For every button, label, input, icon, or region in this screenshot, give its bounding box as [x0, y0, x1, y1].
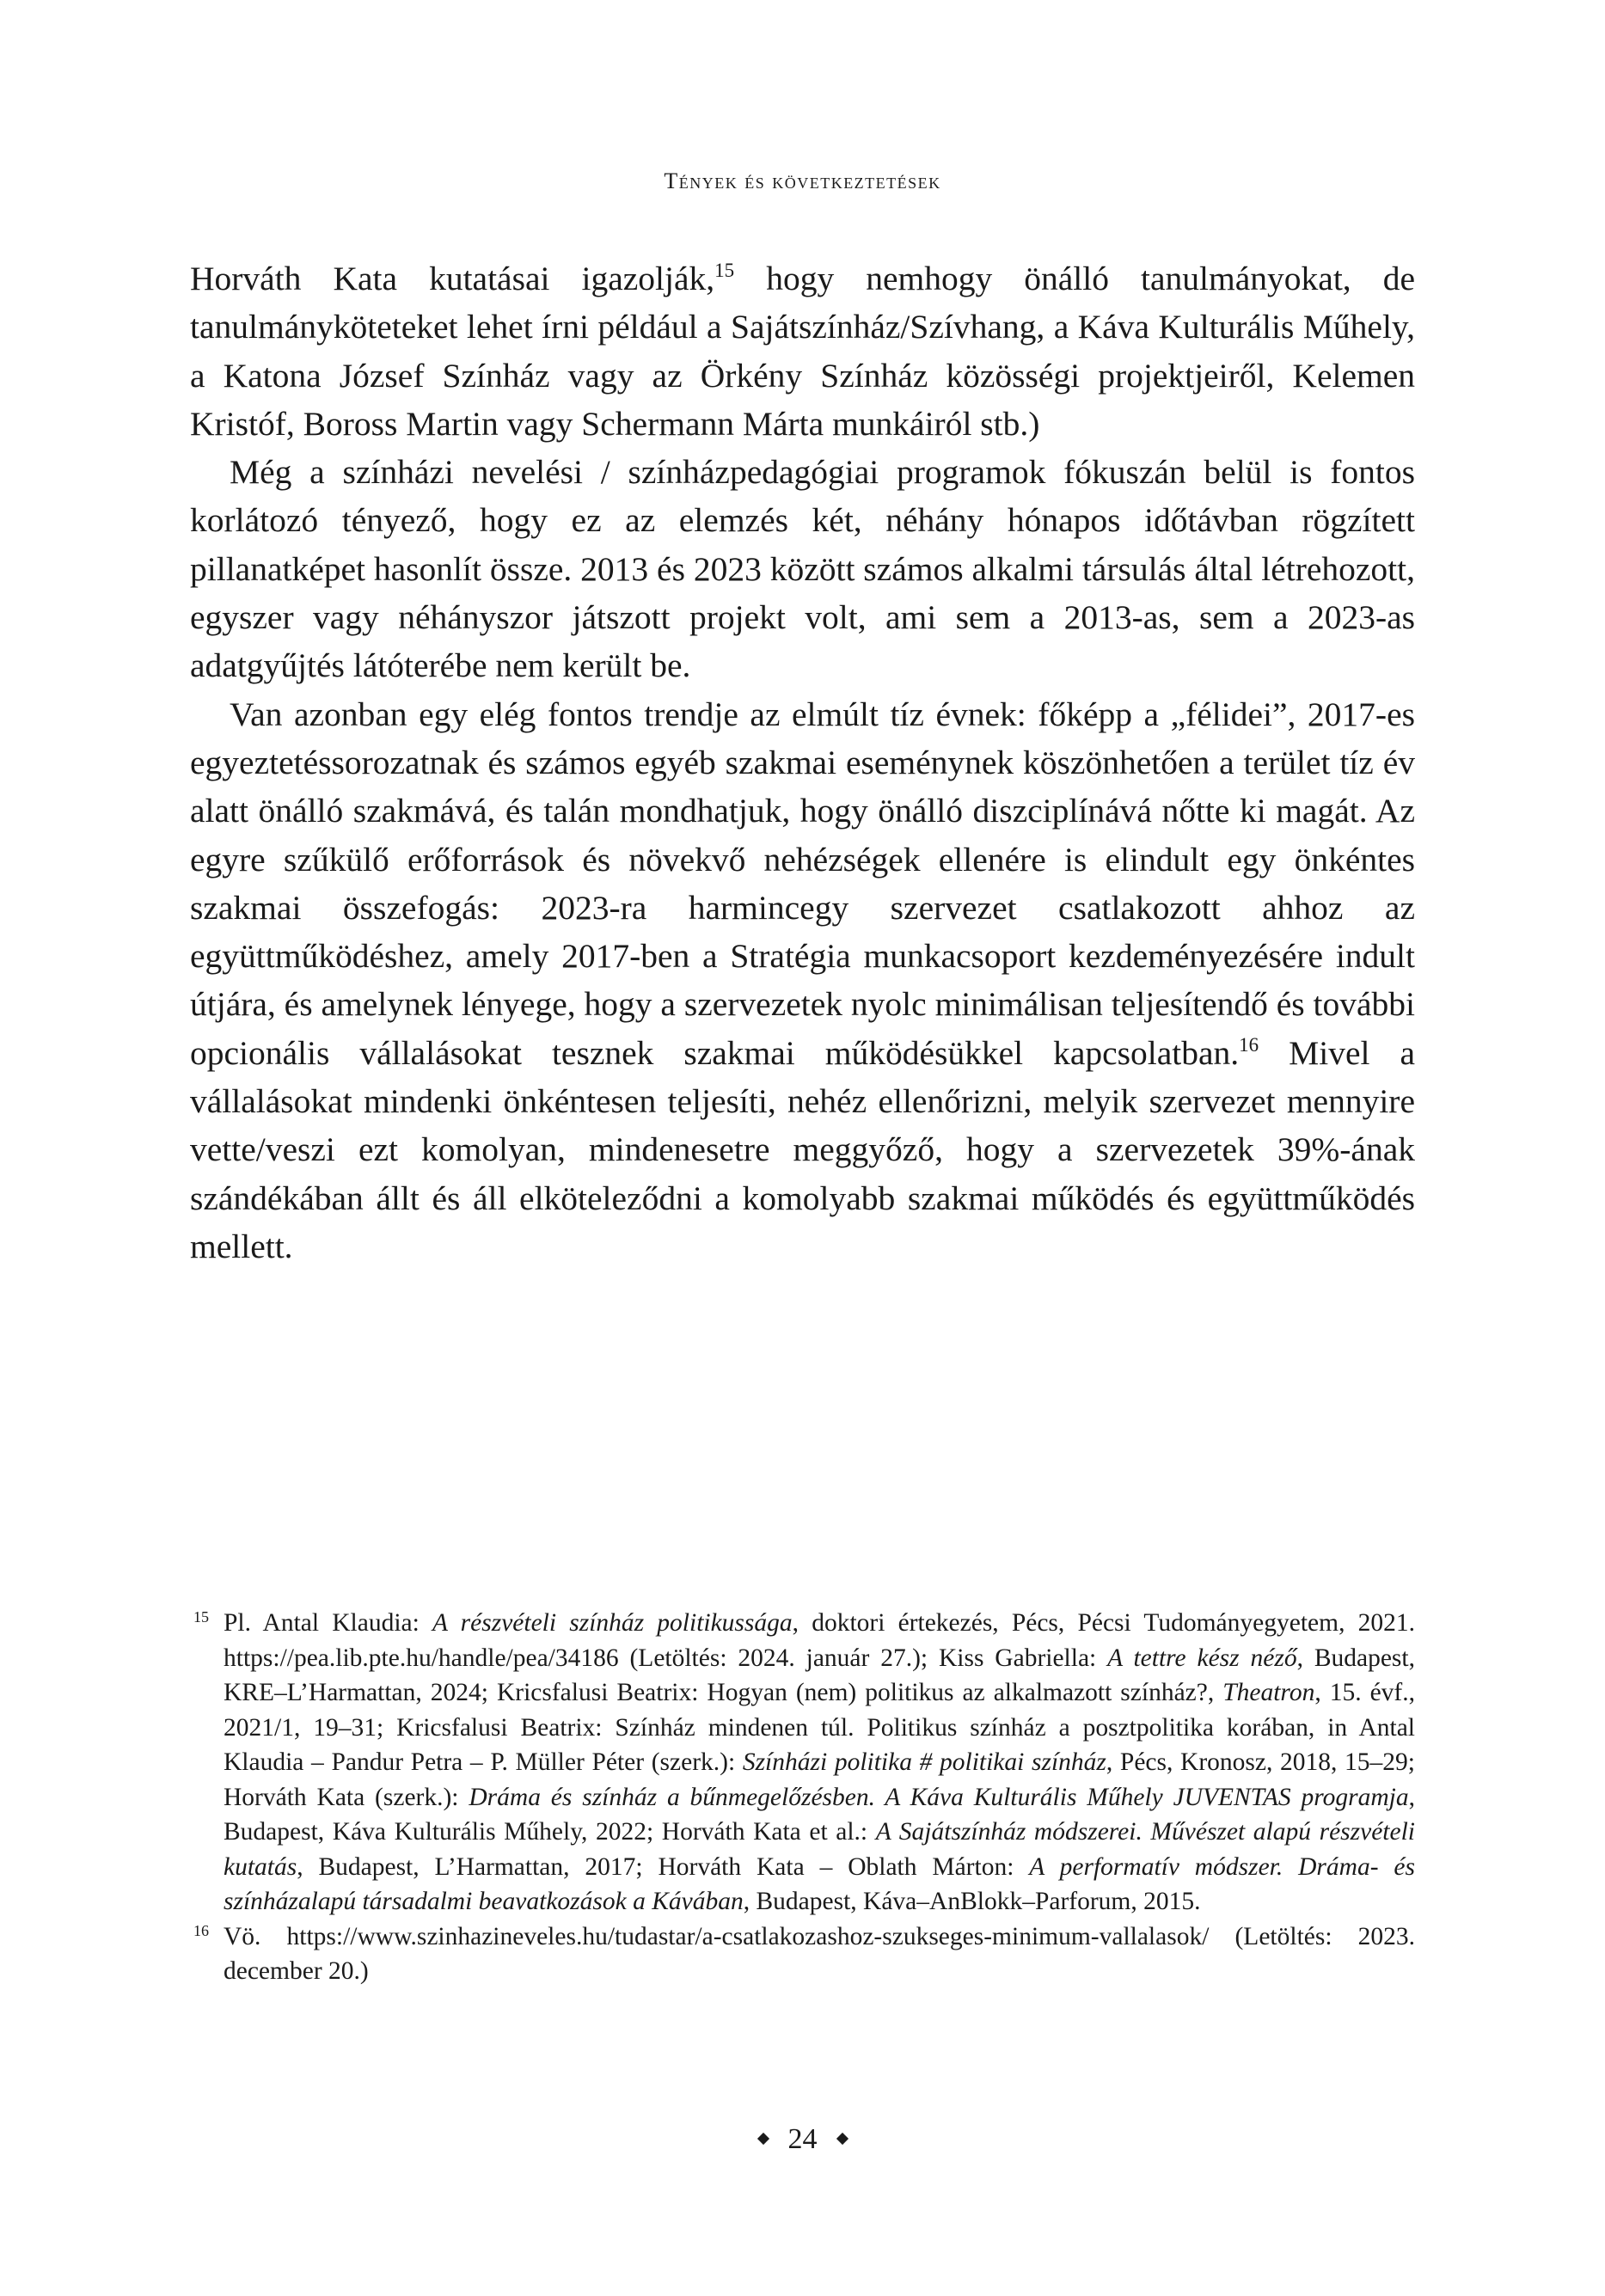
paragraph-text: Horváth Kata kutatásai igazolják,	[190, 260, 715, 297]
footnote-text: , doktori értekezés, Pécs, Pécsi Tudományegyetem, 2021. https://pea.lib.pte.hu/handle/pea/34186 (Letöltés: 2024. január 27.); Kiss Gabriella:	[224, 1609, 1415, 1672]
footnote-reference-15[interactable]: 15	[714, 260, 735, 281]
footnote-journal: Theatron	[1222, 1679, 1315, 1706]
paragraph-3	[190, 690, 1415, 1271]
body-text	[190, 254, 1415, 1270]
footnote-16	[190, 1919, 1415, 1989]
footnote-title: A részvételi színház politikussága	[432, 1609, 793, 1637]
diamond-ornament-icon	[836, 2133, 848, 2145]
footnote-title: Színházi politika # politikai színház	[742, 1748, 1106, 1776]
footnote-title: A Sajátszínház módszerei. Művészet alapú részvételi kutatás	[224, 1818, 1415, 1881]
footnote-text: , 15. évf., 2021/1, 19–31; Kricsfalusi Beatrix: Színház mindenen túl. Politikus színház a posztpolitika korában, in Antal Klaudia – Pandur Petra – P. Müller Péter (szerk.):	[224, 1679, 1415, 1776]
footnote-title: A tettre kész néző	[1107, 1644, 1297, 1672]
running-head: Tények és következtetések	[664, 168, 941, 193]
footnote-text: Vö. https://www.szinhazineveles.hu/tudastar/a-csatlakozashoz-szukseges-minimum-vallalasok/ (Letöltés: 2023. december 20.)	[224, 1922, 1415, 1985]
footnote-reference-16[interactable]: 16	[1239, 1033, 1259, 1056]
footnote-title: A performatív módszer. Dráma- és színházalapú társadalmi beavatkozások a Kávában	[224, 1852, 1415, 1915]
footnote-text: , Budapest, KRE–L’Harmattan, 2024; Kricsfalusi Beatrix: Hogyan (nem) politikus az alkalmazott színház?,	[224, 1644, 1415, 1706]
page-number	[0, 2123, 1605, 2156]
page-number-value: 24	[787, 2123, 818, 2155]
footnotes	[190, 1606, 1415, 1989]
paragraph-1	[190, 254, 1415, 448]
paragraph-text: Van azonban egy elég fontos trendje az elmúlt tíz évnek: főképp a „félidei”, 2017-es egyeztetéssorozatnak és számos egyéb szakmai eseménynek köszönhetően a terület tíz év alatt önálló szakmává, és talán mondhatjuk, hogy önálló diszciplínává nőtte ki magát. Az egyre szűkülő erőforrások és növekvő nehézségek ellenére is elindult egy önkéntes szakmai összefogás: 2023-ra harmincegy szervezet csatlakozott ahhoz az együttműködéshez, amely 2017-ben a Stratégia munkacsoport kezdeményezésére indult útjára, és amelynek lényege, hogy a szervezetek nyolc minimálisan teljesítendő és további opcionális vállalásokat tesznek szakmai működésükkel kapcsolatban.	[190, 695, 1415, 1072]
paragraph-text: Mivel a vállalásokat mindenki önkéntesen teljesíti, nehéz ellenőrizni, melyik szervezet mennyire vette/veszi ezt komolyan, mindenesetre meggyőző, hogy a szervezetek 39%-ának szándékában állt és áll elköteleződni a komolyabb szakmai működés és együttműködés mellett.	[190, 1033, 1415, 1265]
footnote-text: Pl. Antal Klaudia:	[224, 1609, 432, 1637]
footnote-title: Dráma és színház a bűnmegelőzésben. A Káva Kulturális Műhely JUVENTAS programja	[469, 1783, 1409, 1811]
paragraph-text: Még a színházi nevelési / színházpedagógiai programok fókuszán belül is fontos korlátozó tényező, hogy ez az elemzés két, néhány hónapos időtávban rögzített pillanatképet hasonlít össze. 2013 és 2023 között számos alkalmi társulás által létrehozott, egyszer vagy néhányszor játszott projekt volt, ami sem a 2013-as, sem a 2023-as adatgyűjtés látóterébe nem került be.	[190, 453, 1415, 685]
footnote-text: , Budapest, Káva–AnBlokk–Parforum, 2015.	[743, 1888, 1201, 1915]
paragraph-2	[190, 448, 1415, 689]
diamond-ornament-icon	[757, 2133, 769, 2145]
footnote-number: 16	[193, 1921, 209, 1939]
footnote-text: , Budapest, Káva Kulturális Műhely, 2022; Horváth Kata et al.:	[224, 1783, 1415, 1846]
footnote-15	[190, 1606, 1415, 1919]
footnote-number: 15	[193, 1608, 209, 1626]
footnote-text: , Pécs, Kronosz, 2018, 15–29; Horváth Kata (szerk.):	[224, 1748, 1415, 1811]
paragraph-text: hogy nemhogy önálló tanulmányokat, de tanulmányköteteket lehet írni például a Sajátszínház/Szívhang, a Káva Kulturális Műhely, a Katona József Színház vagy az Örkény Színház közösségi projektjeiről, Kelemen Kristóf, Boross Martin vagy Schermann Márta munkáiról stb.)	[190, 260, 1415, 443]
footnote-text: , Budapest, L’Harmattan, 2017; Horváth Kata – Oblath Márton:	[297, 1852, 1030, 1881]
